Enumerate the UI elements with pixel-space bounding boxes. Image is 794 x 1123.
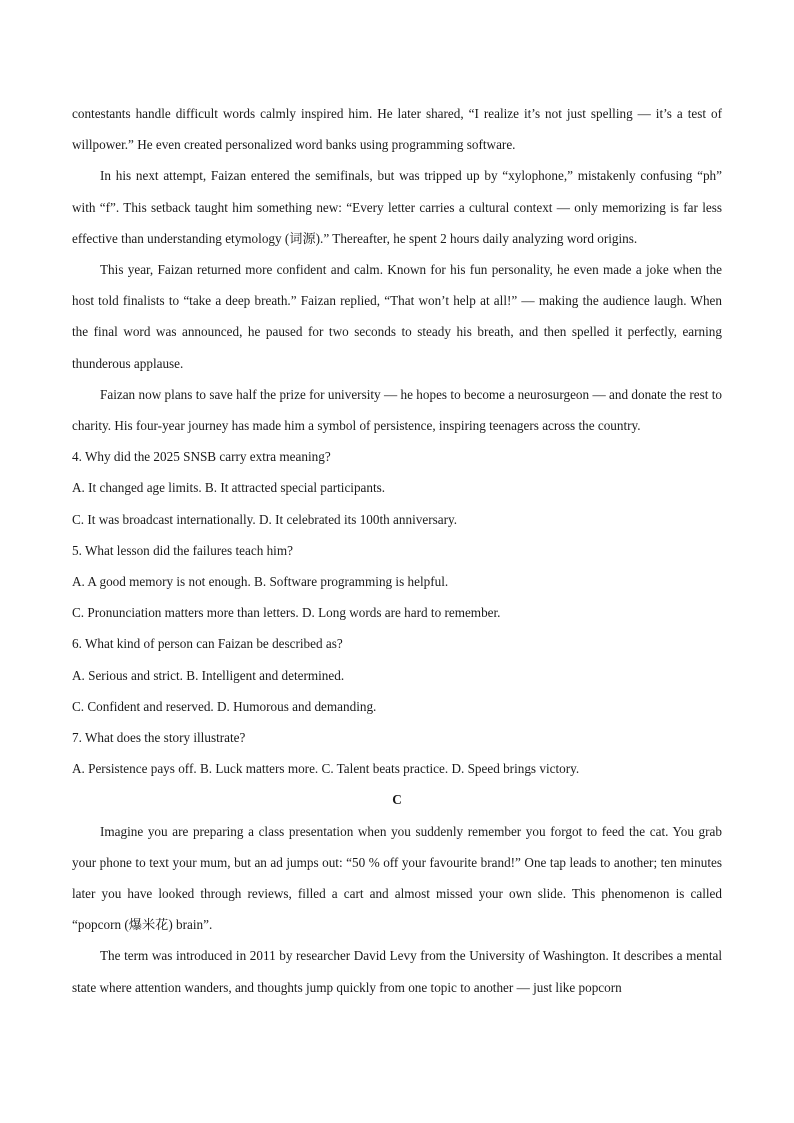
question-options-line: C. It was broadcast internationally. D. It celebrated its 100th anniversary.	[72, 511, 457, 527]
question-5	[72, 535, 722, 629]
question-stem: 4. Why did the 2025 SNSB carry extra meaning?	[72, 449, 331, 465]
passage-b	[72, 98, 722, 441]
passage-c-paragraph-1: Imagine you are preparing a class presentation when you suddenly remember you forgot to feed the cat. You grab your phone to text your mum, but an ad jumps out: “50 % off your favourite brand!” One tap leads to another; ten minutes later you have looked through reviews, filled a cart and almost missed your own slide. This phenomenon is called “popcorn (爆米花) brain”.	[72, 823, 722, 933]
question-options-line: A. Serious and strict. B. Intelligent and determined.	[72, 667, 345, 683]
question-7	[72, 722, 722, 784]
question-options-line: A. It changed age limits. B. It attracted special participants.	[72, 480, 386, 496]
question-stem: 6. What kind of person can Faizan be described as?	[72, 636, 343, 652]
question-block	[72, 441, 722, 784]
passage-b-paragraph-4: Faizan now plans to save half the prize for university — he hopes to become a neurosurgeon — and donate the rest to charity. His four-year journey has made him a symbol of persistence, inspiring teenagers across the country.	[72, 386, 722, 434]
question-options-line: A. A good memory is not enough. B. Software programming is helpful.	[72, 574, 449, 590]
question-stem: 5. What lesson did the failures teach him?	[72, 542, 293, 558]
passage-c-paragraph-2: The term was introduced in 2011 by researcher David Levy from the University of Washington. It describes a mental state where attention wanders, and thoughts jump quickly from one topic to another — just like popcorn	[72, 948, 722, 995]
question-options-line: C. Confident and reserved. D. Humorous and demanding.	[72, 698, 377, 714]
passage-b-paragraph-2: In his next attempt, Faizan entered the semifinals, but was tripped up by “xylophone,” mistakenly confusing “ph” with “f”. This setback taught him something new: “Every letter carries a cultural context — only memorizing is far less effective than understanding etymology (词源).” Thereafter, he spent 2 hours daily analyzing word origins.	[72, 168, 722, 246]
question-options-line: A. Persistence pays off. B. Luck matters more. C. Talent beats practice. D. Speed brings victory.	[72, 761, 580, 777]
section-heading-c: C	[392, 792, 402, 808]
passage-b-paragraph-1: contestants handle difficult words calmly inspired him. He later shared, “I realize it’s not just spelling — it’s a test of willpower.” He even created personalized word banks using programming software.	[72, 106, 722, 153]
passage-c	[72, 784, 722, 1002]
passage-b-paragraph-3: This year, Faizan returned more confident and calm. Known for his fun personality, he even made a joke when the host told finalists to “take a deep breath.” Faizan replied, “That won’t help at all!” — making the audience laugh. When the final word was announced, he paused for two seconds to steady his breath, and then spelled it perfectly, earning thunderous applause.	[72, 262, 722, 371]
question-stem: 7. What does the story illustrate?	[72, 730, 246, 746]
document-page	[72, 98, 722, 1003]
question-options-line: C. Pronunciation matters more than letters. D. Long words are hard to remember.	[72, 605, 501, 621]
question-4	[72, 441, 722, 535]
question-6	[72, 628, 722, 722]
